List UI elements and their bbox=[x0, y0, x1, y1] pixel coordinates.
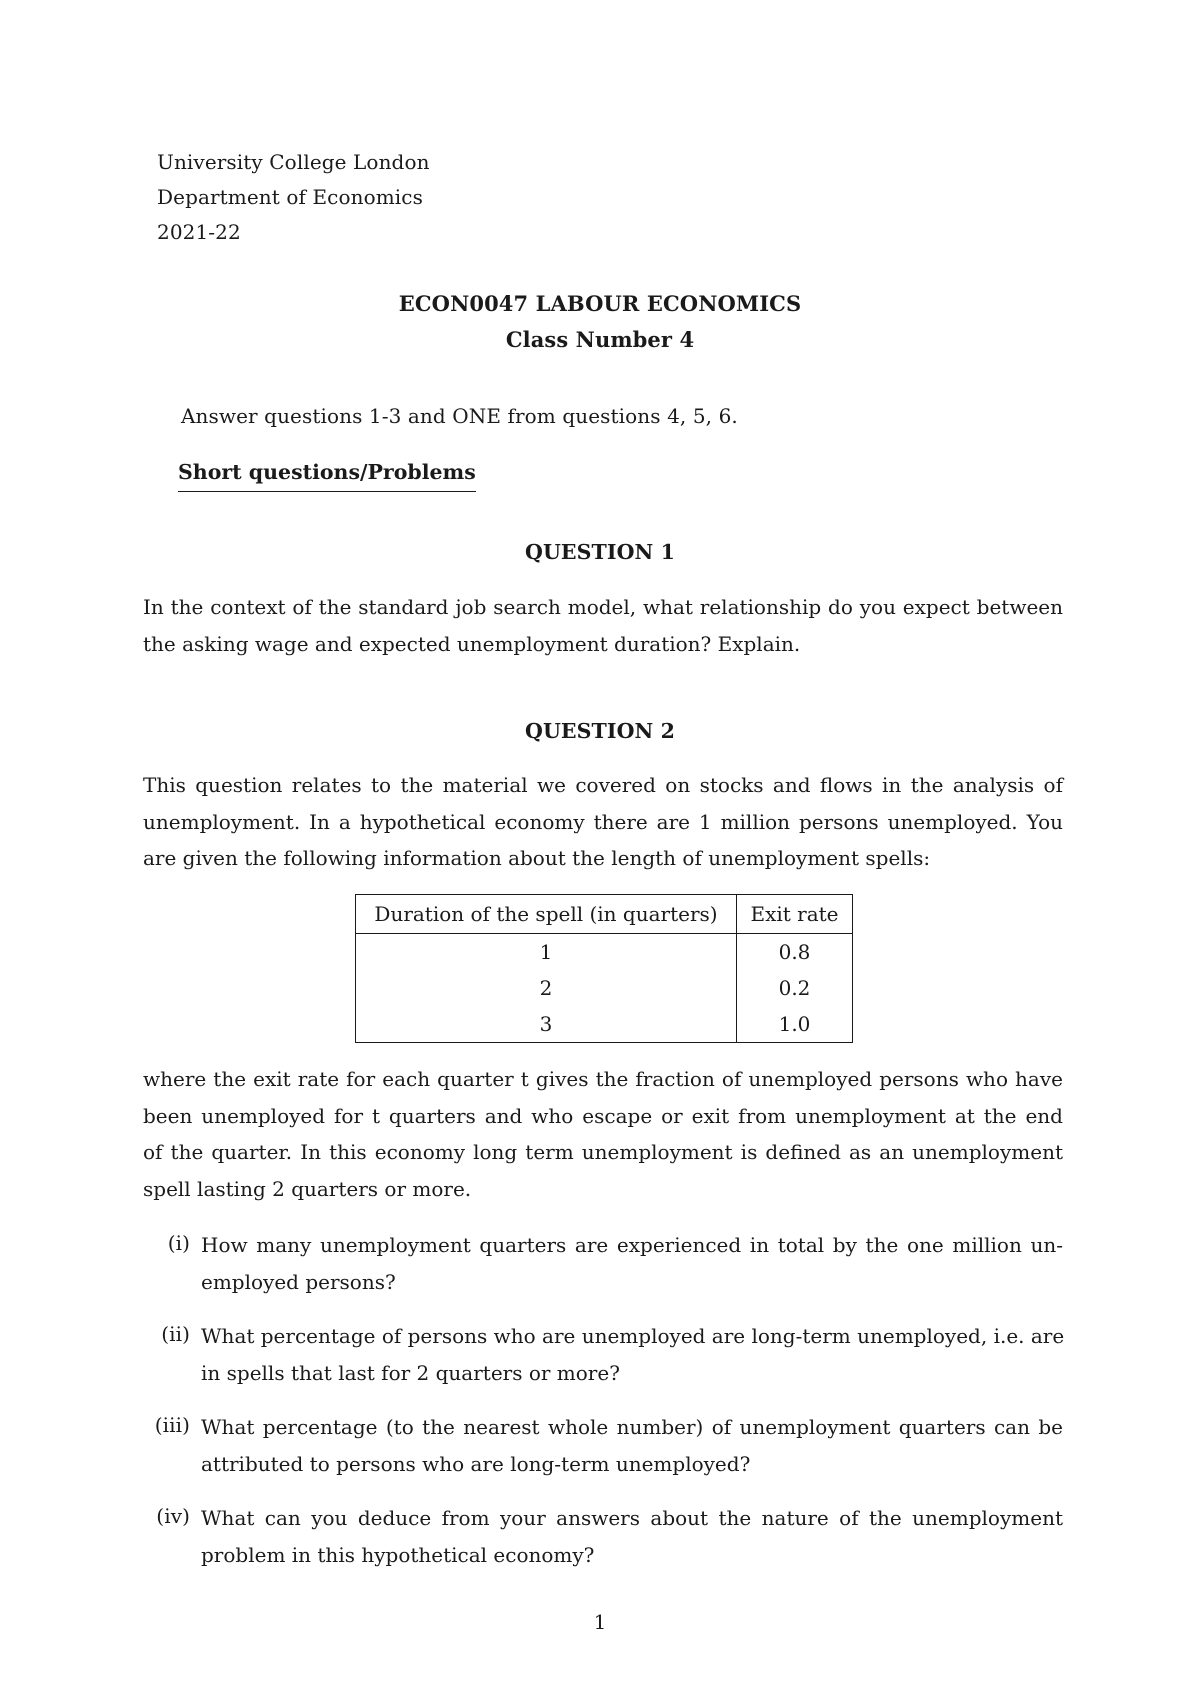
item-text bbox=[201, 1409, 1063, 1482]
page-number: 1 bbox=[593, 1610, 607, 1634]
item-line: How many unemployment quarters are experienced in total by the one million un- bbox=[201, 1233, 1063, 1257]
question-2-intro-line: are given the following information about the length of unemployment spells: bbox=[143, 846, 931, 870]
table-header-duration: Duration of the spell (in quarters) bbox=[356, 895, 737, 934]
department-name: Department of Economics bbox=[157, 185, 423, 209]
question-1-line: In the context of the standard job search model, what relationship do you expect between bbox=[143, 595, 1063, 619]
item-text bbox=[201, 1318, 1063, 1391]
item-line: in spells that last for 2 quarters or more? bbox=[201, 1360, 620, 1385]
academic-year: 2021-22 bbox=[157, 220, 241, 244]
question-2-heading: QUESTION 2 bbox=[524, 719, 675, 743]
table-row bbox=[356, 934, 853, 971]
table-header-row bbox=[356, 895, 853, 934]
question-2-explanation-line: of the quarter. In this economy long term unemployment is defined as an unemployment bbox=[143, 1140, 1063, 1164]
table-cell-exit-rate: 0.8 bbox=[737, 934, 853, 971]
item-line: What percentage of persons who are unemployed are long-term unemployed, i.e. are bbox=[201, 1324, 1065, 1348]
item-line: problem in this hypothetical economy? bbox=[201, 1542, 595, 1567]
item-label: (ii) bbox=[161, 1322, 190, 1346]
table-row bbox=[356, 1006, 853, 1043]
table-cell-duration: 2 bbox=[356, 970, 737, 1006]
question-2-intro-line: unemployment. In a hypothetical economy there are 1 million persons unemployed. You bbox=[143, 809, 1063, 834]
item-label: (iii) bbox=[154, 1413, 190, 1437]
item-line: employed persons? bbox=[201, 1269, 396, 1294]
item-label: (iv) bbox=[156, 1504, 190, 1528]
table-cell-duration: 3 bbox=[356, 1006, 737, 1043]
item-text bbox=[201, 1227, 1063, 1300]
question-1-line: the asking wage and expected unemployment duration? Explain. bbox=[143, 631, 801, 656]
table-cell-duration: 1 bbox=[356, 934, 737, 971]
item-line: What percentage (to the nearest whole number) of unemployment quarters can be bbox=[201, 1415, 1063, 1439]
header-block bbox=[157, 145, 430, 250]
table-cell-exit-rate: 0.2 bbox=[737, 970, 853, 1006]
item-line: attributed to persons who are long-term unemployed? bbox=[201, 1451, 751, 1476]
question-2-explanation-line: been unemployed for t quarters and who escape or exit from unemployment at the end bbox=[143, 1103, 1063, 1128]
question-2-intro bbox=[143, 767, 1063, 877]
item-line: What can you deduce from your answers about the nature of the unemployment bbox=[201, 1506, 1063, 1530]
question-2-explanation-line: where the exit rate for each quarter t gives the fraction of unemployed persons who have bbox=[143, 1067, 1063, 1091]
section-label: Short questions/Problems bbox=[178, 456, 476, 492]
question-1-heading: QUESTION 1 bbox=[524, 540, 675, 564]
instructions: Answer questions 1-3 and ONE from questions 4, 5, 6. bbox=[181, 404, 738, 428]
course-title: ECON0047 LABOUR ECONOMICS bbox=[398, 291, 802, 316]
class-title: Class Number 4 bbox=[505, 327, 695, 352]
table-row bbox=[356, 970, 853, 1006]
item-text bbox=[201, 1500, 1063, 1573]
item-label: (i) bbox=[167, 1231, 190, 1255]
question-2-explanation-line: spell lasting 2 quarters or more. bbox=[143, 1176, 472, 1201]
question-2-explanation bbox=[143, 1061, 1063, 1207]
question-2-intro-line: This question relates to the material we covered on stocks and flows in the analysis of bbox=[143, 773, 1063, 797]
exit-rate-table bbox=[355, 894, 853, 1043]
table-cell-exit-rate: 1.0 bbox=[737, 1006, 853, 1043]
question-1-text bbox=[143, 589, 1063, 662]
table-header-exit-rate: Exit rate bbox=[737, 895, 853, 934]
institution-name: University College London bbox=[157, 150, 430, 174]
